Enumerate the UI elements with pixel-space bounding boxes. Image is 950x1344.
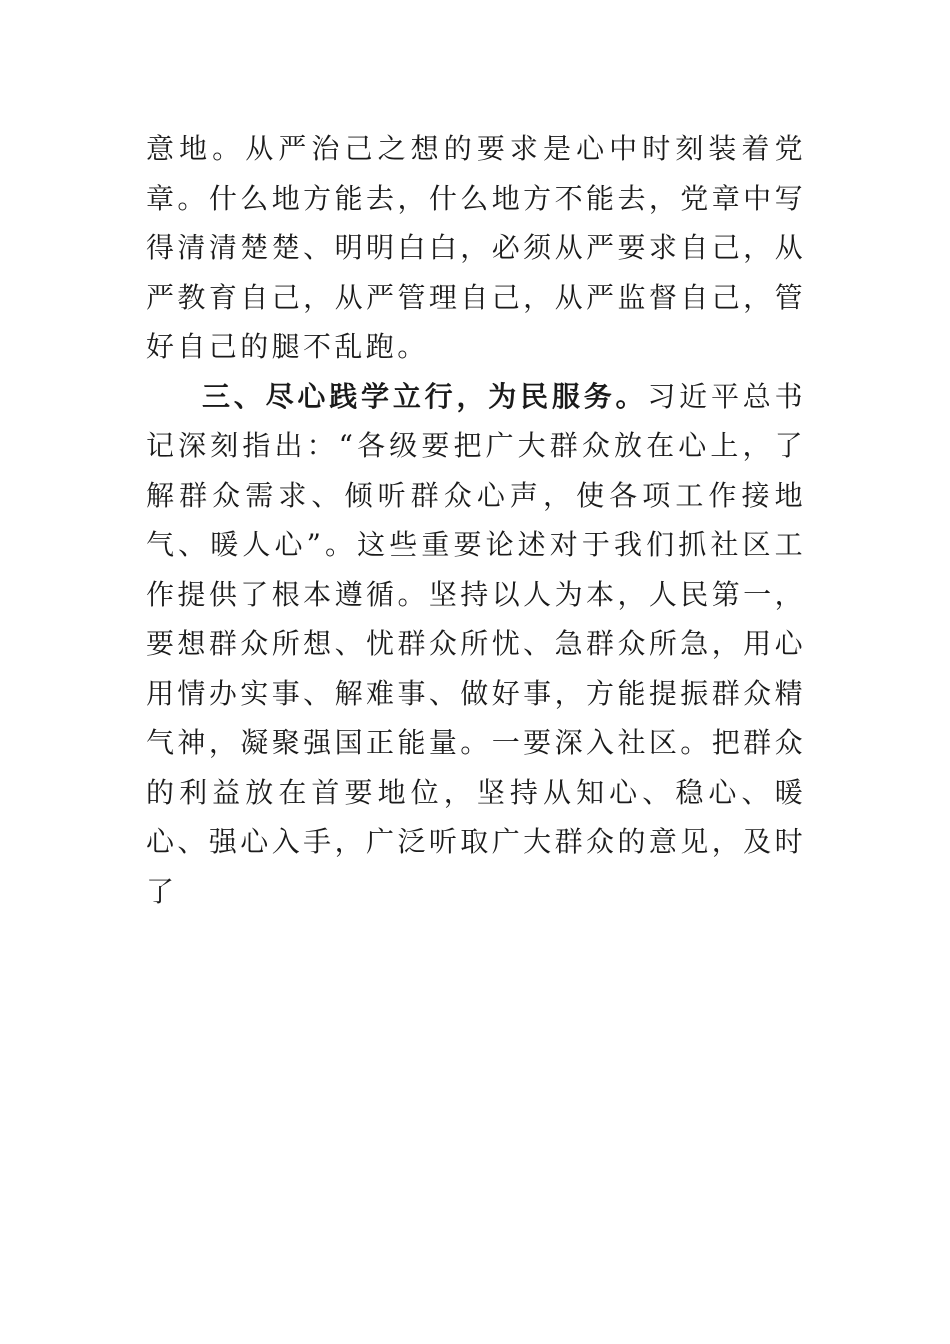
section-heading: 三、尽心践学立行，为民服务。 bbox=[202, 379, 648, 413]
paragraph-text: 意地。从严治己之想的要求是心中时刻装着党章。什么地方能去，什么地方不能去，党章中写得清清楚楚、明明白白，必须从严要求自己，从严教育自己，从严管理自己，从严监督自己，管好自己的腿不乱跑。 bbox=[146, 132, 806, 363]
paragraph-section-three bbox=[146, 372, 806, 917]
paragraph-text: 习近平总书记深刻指出：“各级要把广大群众放在心上，了解群众需求、倾听群众心声，使各项工作接地气、暖人心”。这些重要论述对于我们抓社区工作提供了根本遵循。坚持以人为本，人民第一，要想群众所想、忧群众所忧、急群众所急，用心用情办实事、解难事、做好事，方能提振群众精气神，凝聚强国正能量。一要深入社区。把群众的利益放在首要地位，坚持从知心、稳心、暖心、强心入手，广泛听取广大群众的意见，及时了 bbox=[146, 379, 806, 908]
paragraph-continuation bbox=[146, 124, 806, 372]
body-text bbox=[146, 124, 806, 916]
